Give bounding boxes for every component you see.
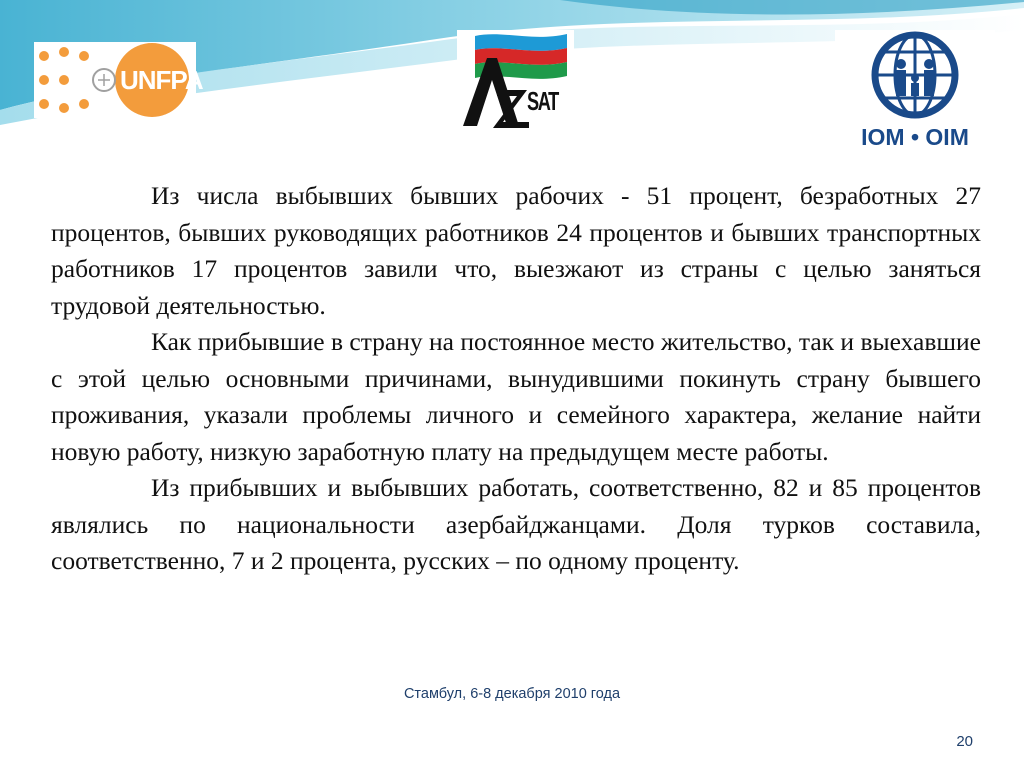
slide-body <box>51 178 981 580</box>
azstat-wordmark: SAT <box>527 86 558 116</box>
unfpa-logo <box>34 42 203 118</box>
slide-number: 20 <box>956 733 973 750</box>
azstat-logo <box>457 30 574 130</box>
paragraph-1: Из числа выбывших бывших рабочих - 51 процент, безработных 27 процентов, бывших руководящих работников 24 процентов и бывших транспортных работников 17 процентов завили что, выезжают из страны с целью заняться трудовой деятельностью. <box>51 181 981 320</box>
iom-logo <box>835 30 995 155</box>
paragraph-3: Из прибывших и выбывших работать, соответственно, 82 и 85 процентов являлись по национальности азербайджанцами. Доля турков составила, соответственно, 7 и 2 процента, русских – по одному проценту. <box>51 473 981 575</box>
slide-footer: Стамбул, 6-8 декабря 2010 года <box>403 686 621 702</box>
unfpa-wordmark: UNFPA <box>120 65 203 95</box>
paragraph-2: Как прибывшие в страну на постоянное место жительство, так и выехавшие с этой целью основными причинами, вынудившими покинуть страну бывшего проживания, указали проблемы личного и семейного характера, желание найти новую работу, низкую заработную плату на предыдущем месте работы. <box>51 327 981 466</box>
iom-wordmark: IOM • OIM <box>861 124 969 150</box>
